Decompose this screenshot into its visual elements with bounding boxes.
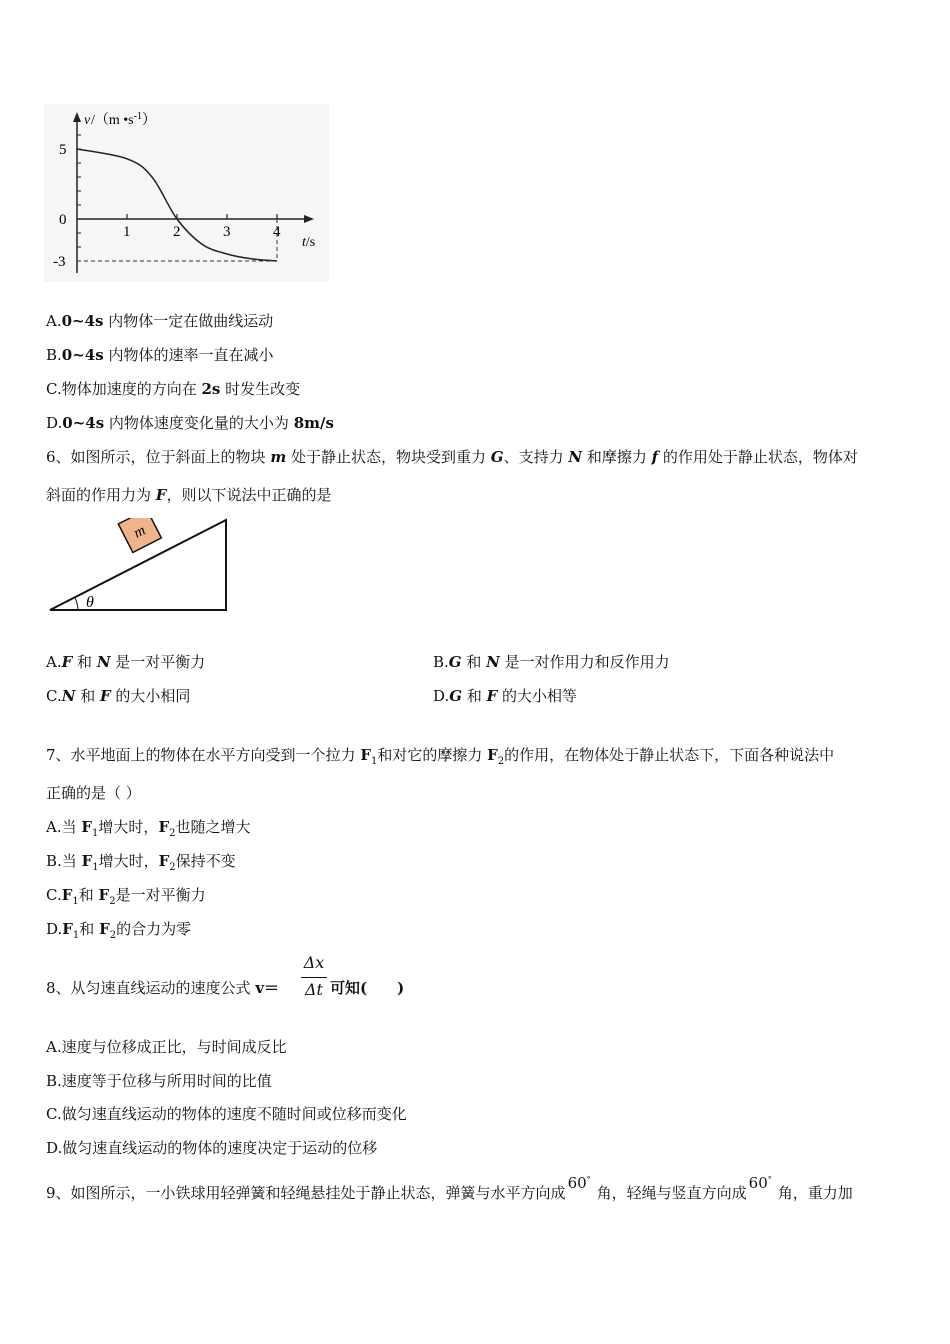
- velocity-time-graph: [44, 104, 329, 282]
- q7-option-c[interactable]: $C.F_1$和 $F_2$是一对平衡力: [46, 886, 206, 907]
- q9-stem: 9、如图所示，一小铁球用轻弹簧和轻绳悬挂处于静止状态，弹簧与水平方向成60°角，轻绳与竖直方向成60°角，重力加: [46, 1174, 853, 1202]
- q8-option-a[interactable]: A.速度与位移成正比，与时间成反比: [46, 1038, 287, 1056]
- x-axis-label: t/s: [302, 235, 316, 250]
- q6-option-c[interactable]: C.N 和 F 的大小相同: [46, 687, 191, 705]
- angle-arc: [75, 598, 78, 610]
- q6-option-b[interactable]: B.G 和 N 是一对作用力和反作用力: [433, 653, 670, 671]
- q8-fraction-numerator: Δx: [303, 953, 325, 972]
- x-axis-arrow: [304, 215, 314, 223]
- block-label: m: [131, 522, 149, 542]
- q7-option-b[interactable]: B.当 $F_1$增大时，$F_2$保持不变: [46, 852, 236, 873]
- q5-option-d[interactable]: D.0~4s 内物体速度变化量的大小为 8m/s: [46, 414, 334, 432]
- q7-option-d[interactable]: $D.F_1$和 $F_2$的合力为零: [46, 920, 192, 941]
- vt-graph-svg: [44, 104, 329, 282]
- q5-option-c[interactable]: C.物体加速度的方向在 2s 时发生改变: [46, 380, 301, 398]
- q5-option-a[interactable]: A.0~4s 内物体一定在做曲线运动: [46, 312, 274, 330]
- y-tick-label: 0: [59, 212, 67, 228]
- angle-theta: θ: [86, 594, 94, 611]
- y-axis-arrow: [73, 112, 81, 122]
- q6-stem-line1: 6、如图所示，位于斜面上的物块 m 处于静止状态，物块受到重力 G、支持力 N 和摩擦力 f 的作用处于静止状态，物体对: [46, 448, 858, 466]
- q8-option-c[interactable]: C.做匀速直线运动的物体的速度不随时间或位移而变化: [46, 1105, 407, 1123]
- q8-option-b[interactable]: B.速度等于位移与所用时间的比值: [46, 1072, 272, 1090]
- q6-option-d[interactable]: D.G 和 F 的大小相等: [433, 687, 578, 705]
- x-tick-label: 1: [123, 224, 131, 240]
- x-label-unit: /s: [305, 235, 316, 250]
- q8-stem: 8、从匀速直线运动的速度公式 v＝: [46, 979, 280, 997]
- y-tick-label: -3: [53, 254, 66, 270]
- x-tick-label: 2: [173, 224, 181, 240]
- q7-option-a[interactable]: A.当 $F_1$增大时，$F_2$也随之增大: [46, 818, 251, 839]
- y-tick-label: 5: [59, 142, 67, 158]
- y-label-close: ）: [141, 113, 156, 128]
- y-axis-unit: /（m $•s^{-1}$）: [91, 110, 156, 128]
- q6-option-a[interactable]: A.F 和 N 是一对平衡力: [46, 653, 206, 671]
- q7-stem-line1: 7、水平地面上的物体在水平方向受到一个拉力 $F_1$和对它的摩擦力 $F_2$的作用，在物体处于静止状态下，下面各种说法中: [46, 746, 835, 767]
- q8-fraction-bar: [301, 977, 327, 978]
- incline-figure: [44, 518, 234, 614]
- x-tick-label: 3: [223, 224, 231, 240]
- q8-stem-tail: 可知( ): [330, 979, 405, 997]
- velocity-curve: [77, 149, 277, 261]
- q8-option-d[interactable]: D.做匀速直线运动的物体的速度决定于运动的位移: [46, 1139, 378, 1157]
- y-label-exponent: -1: [133, 110, 142, 122]
- q6-stem-line2: 斜面的作用力为 F，则以下说法中正确的是: [46, 486, 332, 504]
- q5-option-b[interactable]: B.0~4s 内物体的速率一直在减小: [46, 346, 274, 364]
- y-axis-label: v: [84, 113, 91, 128]
- q8-fraction-denominator: Δt: [305, 980, 323, 999]
- x-tick-label: 4: [273, 224, 281, 240]
- q7-stem-line2: 正确的是（ ）: [46, 784, 141, 802]
